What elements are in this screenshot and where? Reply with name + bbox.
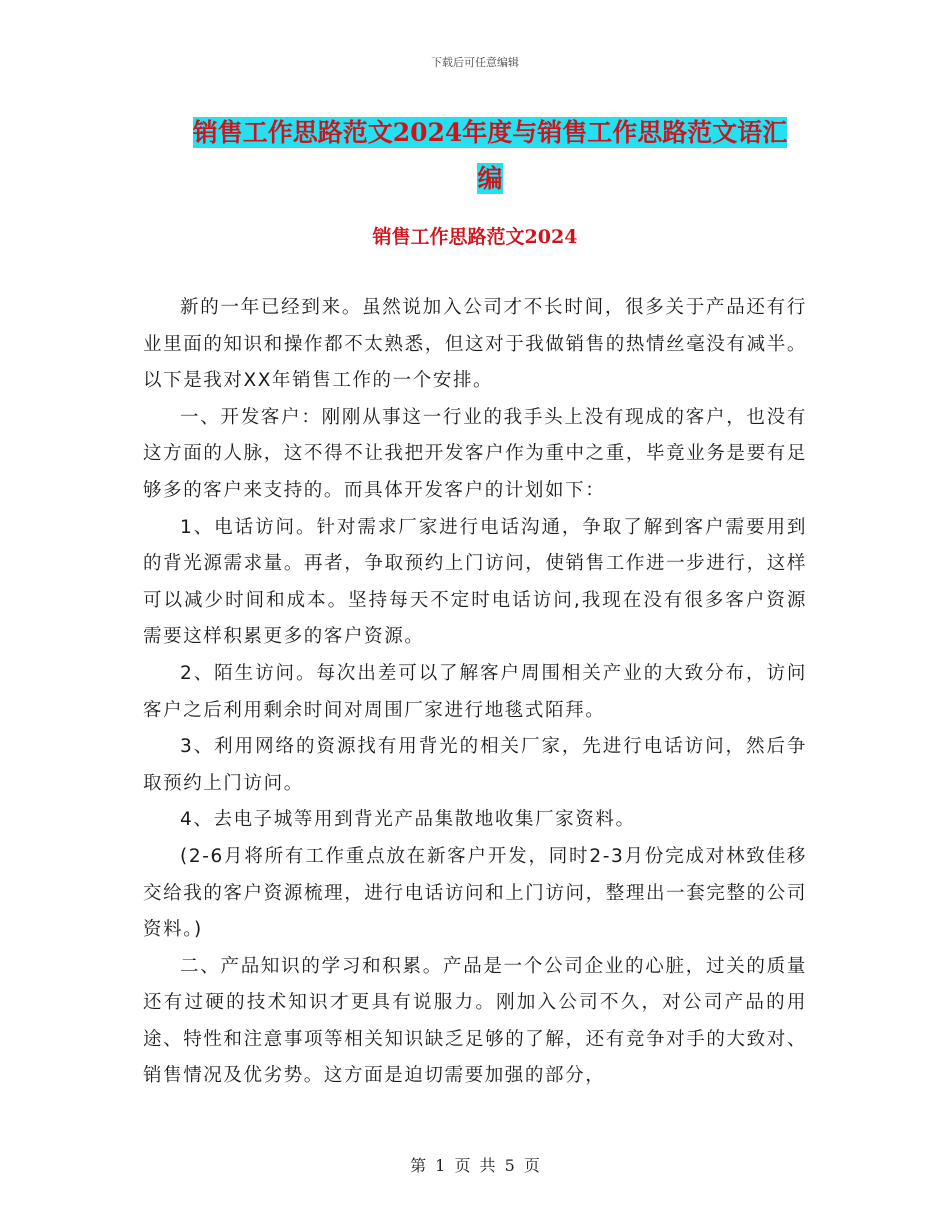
paragraph: 新的一年已经到来。虽然说加入公司才不长时间，很多关于产品还有行业里面的知识和操作都不太熟悉，但这对于我做销售的热情丝毫没有减半。以下是我对XX年销售工作的一个安排。 xyxy=(143,297,807,392)
paragraph: 二、产品知识的学习和积累。产品是一个公司企业的心脏，过关的质量还有过硬的技术知识才更具有说服力。刚加入公司不久，对公司产品的用途、特性和注意事项等相关知识缺乏足够的了解，还有竞争对手的大致对、销售情况及优劣势。这方面是迫切需要加强的部分， xyxy=(143,955,807,1087)
document-body xyxy=(143,290,807,1095)
paragraph: (2-6月将所有工作重点放在新客户开发，同时2-3月份完成对林致佳移交给我的客户资源梳理，进行电话访问和上门访问，整理出一套完整的公司资料。) xyxy=(143,845,807,941)
document-title xyxy=(140,110,840,202)
paragraph: 2、陌生访问。每次出差可以了解客户周围相关产业的大致分布，访问客户之后利用剩余时间对周围厂家进行地毯式陌拜。 xyxy=(143,662,807,721)
document-title-line1: 销售工作思路范文2024年度与销售工作思路范文语汇 xyxy=(192,118,788,147)
paragraph: 4、去电子城等用到背光产品集散地收集厂家资料。 xyxy=(180,809,636,831)
paragraph: 1、电话访问。针对需求厂家进行电话沟通，争取了解到客户需要用到的背光源需求量。再者，争取预约上门访问，使销售工作进一步进行，这样可以减少时间和成本。坚持每天不定时电话访问,我现在没有很多客户资源需要这样积累更多的客户资源。 xyxy=(143,516,807,648)
page-header-note: 下载后可任意编辑 xyxy=(431,56,519,69)
document-title-line2: 编 xyxy=(477,164,503,193)
paragraph: 3、利用网络的资源找有用背光的相关厂家，先进行电话访问，然后争取预约上门访问。 xyxy=(143,736,807,794)
page-number-footer: 第 1 页 共 5 页 xyxy=(410,1156,540,1175)
section-title: 销售工作思路范文2024 xyxy=(372,226,578,248)
paragraph: 一、开发客户：刚刚从事这一行业的我手头上没有现成的客户，也没有这方面的人脉，这不得不让我把开发客户作为重中之重，毕竟业务是要有足够多的客户来支持的。而具体开发客户的计划如下： xyxy=(143,406,807,501)
